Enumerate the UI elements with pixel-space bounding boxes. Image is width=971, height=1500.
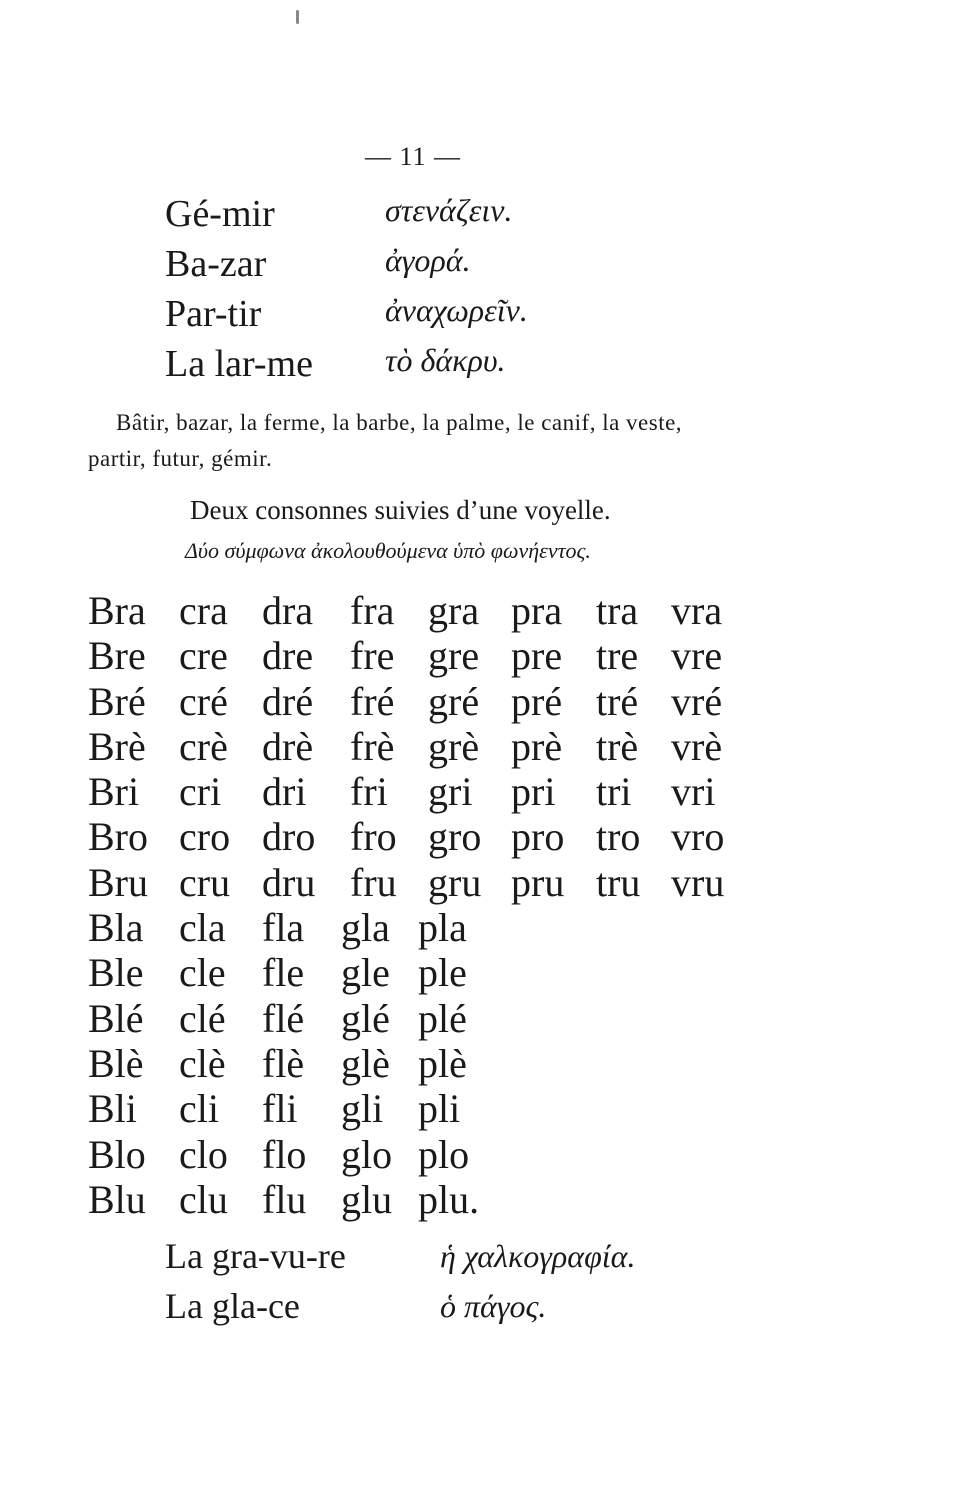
syllable: Bre [88, 633, 146, 679]
syllable: fro [350, 814, 397, 860]
syllable: cri [179, 769, 222, 815]
syllable: Brè [88, 723, 146, 769]
vocab-french: Gé-mir [165, 193, 275, 235]
syllable: trè [596, 723, 639, 769]
syllable: glo [341, 1131, 393, 1177]
syllable: fré [350, 678, 395, 724]
example-greek: ἡ χαλκογραφία. [440, 1238, 636, 1274]
syllable: Blo [88, 1131, 146, 1177]
word-list-paragraph [88, 405, 758, 477]
syllable: vré [671, 678, 723, 724]
vocab-french: La lar-me [165, 343, 313, 385]
syllable: glé [341, 995, 390, 1041]
syllable: gle [341, 950, 390, 996]
syllable: fla [262, 905, 305, 951]
syllable: Bro [88, 814, 148, 860]
syllable: crè [179, 723, 228, 769]
page-speck [296, 10, 299, 24]
syllable: drè [262, 723, 314, 769]
syllable: dra [262, 588, 314, 633]
syllable: pra [511, 588, 563, 633]
syllable: glè [341, 1040, 390, 1086]
syllable: tro [596, 814, 641, 860]
syllable: gli [341, 1086, 384, 1132]
syllable: vrè [671, 723, 723, 769]
syllable: gro [428, 814, 482, 860]
syllable: ple [418, 950, 467, 996]
syllable: glu [341, 1176, 393, 1222]
syllable: vri [671, 769, 716, 815]
syllable: vro [671, 814, 725, 860]
syllable: cru [179, 859, 231, 905]
syllable: tru [596, 859, 641, 905]
syllable: gré [428, 678, 480, 724]
syllable: clu [179, 1176, 228, 1222]
syllable: fre [350, 633, 395, 679]
syllable: dre [262, 633, 314, 679]
syllable: flè [262, 1040, 305, 1086]
syllable: frè [350, 723, 395, 769]
syllable: Bra [88, 588, 146, 633]
word-list-line: Bâtir, bazar, la ferme, la barbe, la palme, le canif, la veste, [116, 410, 683, 435]
syllable: cle [179, 950, 226, 996]
syllable: fle [262, 950, 305, 996]
syllable: fri [350, 769, 388, 815]
syllable: Ble [88, 950, 144, 996]
syllable: pli [418, 1086, 461, 1132]
example-french: La gla-ce [165, 1286, 300, 1326]
syllable: vru [671, 859, 725, 905]
section-heading-greek: Δύο σύμφωνα ἀκολουθούμενα ὑπὸ φωνήεντος. [185, 538, 591, 563]
syllable: dri [262, 769, 307, 815]
syllable: vra [671, 588, 723, 633]
syllable: clé [179, 995, 226, 1041]
syllable: fra [350, 588, 395, 633]
syllable: Blé [88, 995, 144, 1041]
syllable: Blu [88, 1176, 146, 1222]
section-heading-french: Deux consonnes suivies d’une voyelle. [190, 495, 611, 525]
syllable: gra [428, 588, 480, 633]
syllable: cré [179, 678, 228, 724]
syllable: tri [596, 769, 632, 815]
syllable: pro [511, 814, 565, 860]
syllable: Bli [88, 1086, 137, 1132]
syllable: plè [418, 1040, 467, 1086]
syllable: pré [511, 678, 563, 724]
syllable: gru [428, 859, 482, 905]
example-greek: ὁ πάγος. [440, 1288, 547, 1324]
syllable: flo [262, 1131, 307, 1177]
syllable: Bla [88, 905, 144, 951]
syllable: grè [428, 723, 480, 769]
syllable: clo [179, 1131, 228, 1177]
syllable: cre [179, 633, 228, 679]
syllable: Bri [88, 769, 140, 815]
syllable: pri [511, 769, 556, 815]
word-list-line: partir, futur, gémir. [88, 446, 273, 471]
vocab-greek: ἀναχωρεῖν. [385, 292, 528, 328]
page-number: — 11 — [365, 142, 462, 171]
syllable: prè [511, 723, 563, 769]
syllable: fli [262, 1086, 298, 1132]
example-french: La gra-vu-re [165, 1236, 346, 1276]
syllable: cra [179, 588, 228, 633]
vocab-greek: ἀγορά. [385, 242, 471, 278]
syllable: gri [428, 769, 473, 815]
syllable: vre [671, 633, 723, 679]
syllable: cli [179, 1086, 219, 1132]
syllable: pla [418, 905, 467, 951]
vocab-greek: τὸ δάκρυ. [385, 342, 506, 378]
syllable: clè [179, 1040, 226, 1086]
syllable: tre [596, 633, 639, 679]
syllable: Bré [88, 678, 146, 724]
syllable: Blè [88, 1040, 144, 1086]
syllable: tra [596, 588, 639, 633]
syllable: tré [596, 678, 639, 724]
syllable: fru [350, 859, 397, 905]
syllable: plu. [418, 1176, 480, 1222]
syllable: gre [428, 633, 480, 679]
syllable: flu [262, 1176, 307, 1222]
syllable: cro [179, 814, 231, 860]
syllable: plé [418, 995, 467, 1041]
syllable: cla [179, 905, 226, 951]
syllable: Bru [88, 859, 148, 905]
vocab-french: Par-tir [165, 293, 262, 335]
vocab-greek: στενάζειν. [385, 192, 513, 228]
syllable: pre [511, 633, 563, 679]
syllable: plo [418, 1131, 470, 1177]
syllable: pru [511, 859, 565, 905]
syllable: dru [262, 859, 316, 905]
vocab-french: Ba-zar [165, 243, 267, 285]
syllable: dro [262, 814, 316, 860]
syllable: flé [262, 995, 305, 1041]
syllable: gla [341, 905, 390, 951]
syllable: dré [262, 678, 314, 724]
